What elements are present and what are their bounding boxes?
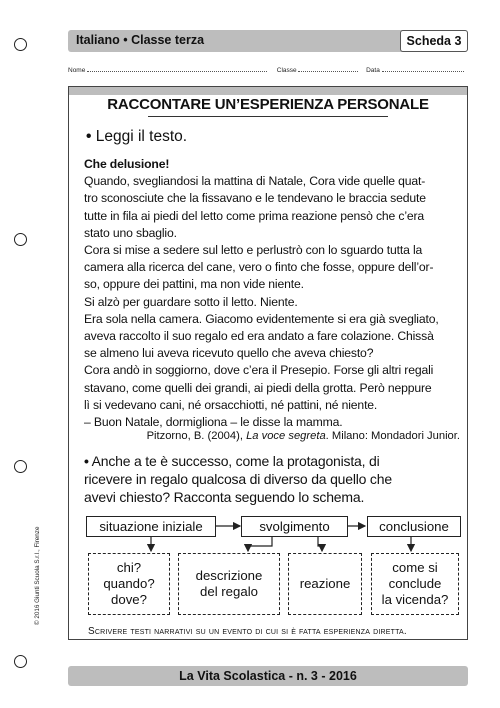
story-line: camera alla ricerca del cane, vero o finto che fosse, oppure dell’or- [84, 260, 434, 275]
scheme-subbox-descrizione [178, 553, 280, 615]
story-line: tutte in fila ai piedi del letto come prima reazione pensò che c’era [84, 208, 425, 223]
scheme-label: chi? [116, 560, 142, 575]
scheme-box-conclusione [367, 516, 461, 537]
scheme-label: reazione [299, 576, 351, 591]
scheme-label: del regalo [200, 584, 258, 599]
story-line: so, oppure dei pattini, ma non vide niente. [84, 277, 304, 292]
story-line: lì si vedevano cani, né orsacchiotti, né pattini, né niente. [84, 397, 378, 412]
arrow-down-icon [318, 536, 322, 551]
scheme-label: situazione iniziale [99, 519, 203, 534]
section-read-label: Leggi il testo. [95, 128, 188, 145]
scheme-label: conclusione [379, 519, 449, 534]
story-line: Era sola nella camera. Giacomo evidentemente si era già svegliato, [84, 311, 439, 326]
worksheet-title: RACCONTARE UN’ESPERIENZA PERSONALE [107, 96, 429, 113]
copyright-text: © 2016 Giunti Scuola S.r.l., Firenze [34, 526, 41, 625]
story-line: se almeno lui aveva ricevuto quello che aveva chiesto? [84, 346, 374, 361]
story-line: stato uno sbaglio. [84, 225, 177, 240]
scheme-label: descrizione [195, 568, 263, 583]
scheme-subbox-chi-quando-dove [88, 553, 170, 615]
story-line: Cora andò in soggiorno, dove c’era il Presepio. Forse gli altri regali [84, 363, 434, 378]
story-line: stavano, come quelli dei grandi, ai piedi della grotta. Però neppure [84, 380, 432, 395]
scheme-label: come si [392, 560, 438, 575]
prompt-line: Anche a te è successo, come la protagonista, di [91, 453, 380, 469]
story-line: aveva raccolto il suo regalo ed era andato a fare colazione. Chissà [84, 329, 434, 344]
subject-label: Italiano • Classe terza [76, 33, 205, 47]
citation-publisher: . Milano: Mondadori Junior. [325, 430, 460, 442]
footer-bar [68, 666, 468, 686]
citation-book-title: La voce segreta [246, 430, 326, 442]
class-label: Classe [276, 67, 297, 74]
arrow-down-icon [248, 536, 272, 551]
citation-author: Pitzorno, B. (2004), [146, 430, 243, 442]
date-label: Data [366, 67, 380, 74]
scheme-label: la vicenda? [381, 592, 449, 607]
prompt-line: avevi chiesto? Racconta seguendo lo schema. [84, 489, 365, 505]
story-line: Cora si mise a sedere sul letto e perlustrò con lo sguardo tutta la [84, 243, 423, 258]
name-label: Nome [68, 67, 86, 74]
sheet-number: Scheda 3 [400, 30, 468, 52]
bullet-icon: • [86, 128, 92, 145]
story-line: Si alzò per guardare sotto il letto. Niente. [84, 294, 298, 309]
story-line: tro sconosciute che la fissavano e le tendevano le braccia sedute [84, 191, 426, 206]
scheme-subbox-reazione [288, 553, 362, 615]
scheme-box-situazione-iniziale [86, 516, 216, 537]
story-title: Che delusione! [84, 157, 170, 171]
bullet-icon: • [84, 453, 89, 469]
scheme-subbox-conclusione [371, 553, 459, 615]
scheme-label: conclude [388, 576, 442, 591]
scheme-label: dove? [111, 592, 147, 607]
story-line: – Buon Natale, dormigliona – le disse la mamma. [84, 415, 343, 430]
scheme-label: svolgimento [259, 519, 330, 534]
prompt-line: ricevere in regalo qualcosa di diverso da quello che [84, 471, 392, 487]
footer-label: La Vita Scolastica - n. 3 - 2016 [179, 669, 357, 683]
learning-goal-note: Scrivere testi narrativi su un evento di cui si è fatta esperienza diretta. [88, 626, 407, 637]
scheme-label: quando? [103, 576, 155, 591]
story-line: Quando, svegliandosi la mattina di Natale, Cora vide quelle quat- [84, 174, 426, 189]
scheme-box-svolgimento [241, 516, 348, 537]
